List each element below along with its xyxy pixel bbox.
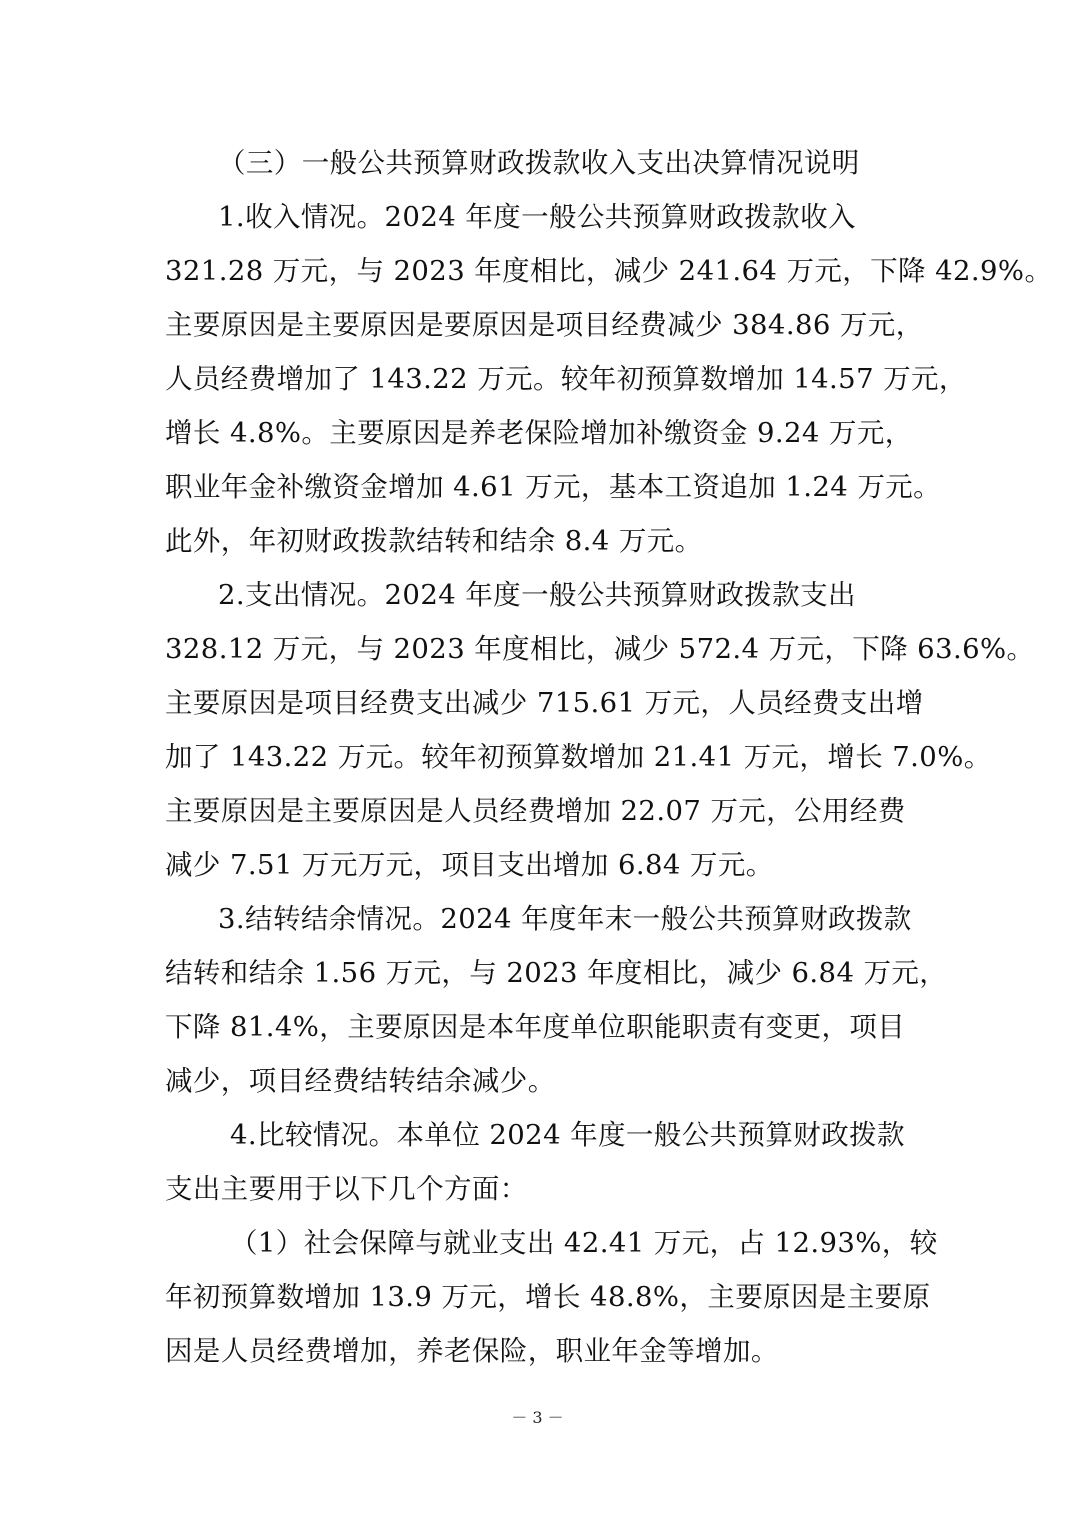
paragraph-line: 此外，年初财政拨款结转和结余 8.4 万元。 (165, 525, 703, 557)
page-number: － 3 － (511, 1408, 564, 1427)
paragraph-line: 主要原因是主要原因是人员经费增加 22.07 万元，公用经费 (165, 795, 906, 827)
paragraph-line: 人员经费增加了 143.22 万元。较年初预算数增加 14.57 万元， (165, 363, 967, 395)
paragraph-line: 加了 143.22 万元。较年初预算数增加 21.41 万元，增长 7.0%。 (165, 741, 992, 773)
paragraph-line: 结转和结余 1.56 万元，与 2023 年度相比，减少 6.84 万元， (165, 957, 948, 989)
paragraph-line: 职业年金补缴资金增加 4.61 万元，基本工资追加 1.24 万元。 (165, 471, 942, 503)
paragraph-line: 328.12 万元，与 2023 年度相比，减少 572.4 万元，下降 63.6%。 (165, 633, 1035, 665)
paragraph-line: 2.支出情况。2024 年度一般公共预算财政拨款支出 (218, 579, 856, 611)
paragraph-line: 增长 4.8%。主要原因是养老保险增加补缴资金 9.24 万元， (165, 417, 913, 449)
paragraph-line: 主要原因是项目经费支出减少 715.61 万元，人员经费支出增 (165, 687, 924, 719)
paragraph-line: 主要原因是主要原因是要原因是项目经费减少 384.86 万元， (165, 309, 924, 341)
paragraph-line: 4.比较情况。本单位 2024 年度一般公共预算财政拨款 (230, 1119, 905, 1151)
section-heading: （三）一般公共预算财政拨款收入支出决算情况说明 (218, 147, 860, 179)
paragraph-line: 3.结转结余情况。2024 年度年末一般公共预算财政拨款 (218, 903, 912, 935)
paragraph-line: 因是人员经费增加，养老保险，职业年金等增加。 (165, 1335, 779, 1367)
paragraph-line: 支出主要用于以下几个方面： (165, 1173, 528, 1205)
paragraph-line: 下降 81.4%，主要原因是本年度单位职能职责有变更，项目 (165, 1011, 906, 1043)
paragraph-line: 减少，项目经费结转结余减少。 (165, 1065, 556, 1097)
paragraph-line: 321.28 万元，与 2023 年度相比，减少 241.64 万元，下降 42.9%。 (165, 255, 1053, 287)
paragraph-line: 1.收入情况。2024 年度一般公共预算财政拨款收入 (218, 201, 856, 233)
paragraph-line: （1）社会保障与就业支出 42.41 万元，占 12.93%，较 (230, 1227, 938, 1259)
paragraph-line: 年初预算数增加 13.9 万元，增长 48.8%，主要原因是主要原 (165, 1281, 931, 1313)
paragraph-line: 减少 7.51 万元万元，项目支出增加 6.84 万元。 (165, 849, 774, 881)
